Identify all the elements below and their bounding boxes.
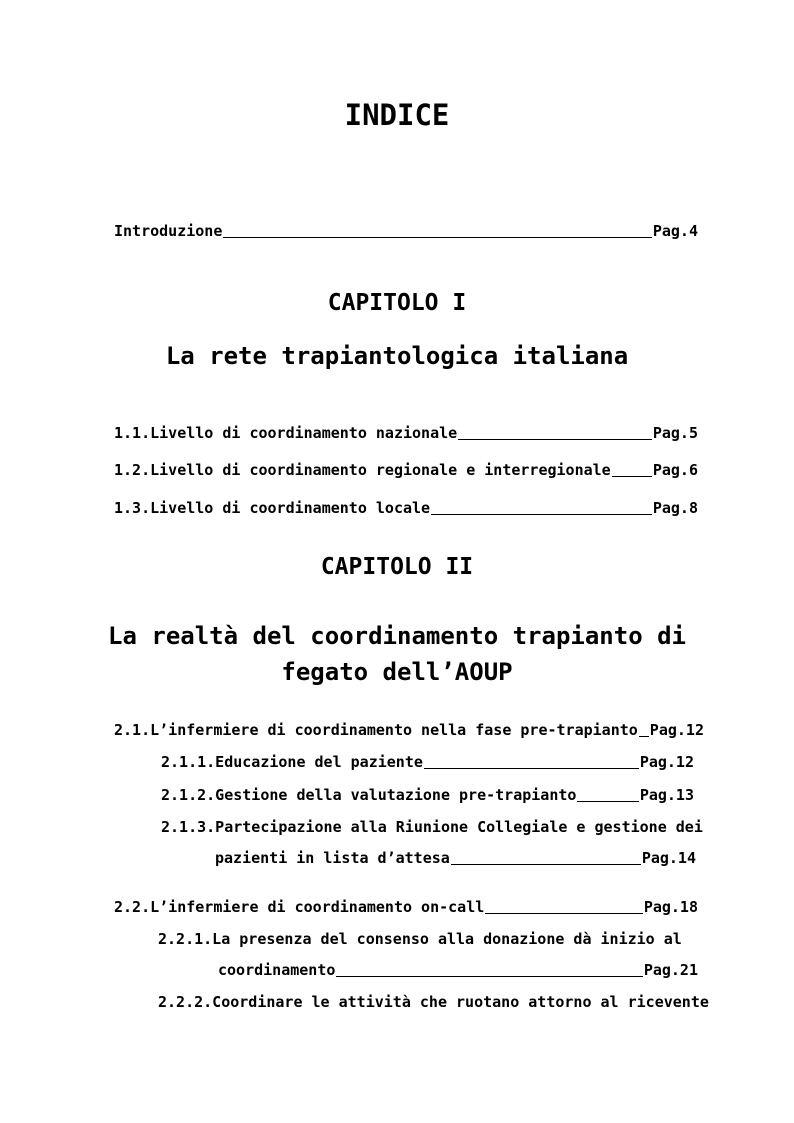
chapter-heading: CAPITOLO II bbox=[320, 554, 474, 580]
toc-leader bbox=[612, 476, 652, 477]
toc-entry-2-2-1[interactable] bbox=[218, 961, 698, 979]
toc-page: Pag.12 bbox=[649, 721, 704, 739]
toc-leader bbox=[336, 976, 642, 977]
toc-page: Pag.12 bbox=[639, 753, 694, 771]
toc-page: Pag.8 bbox=[652, 499, 698, 517]
toc-entry-2-2[interactable] bbox=[114, 898, 698, 916]
toc-entry-2-2-2-line1[interactable]: 2.2.2.Coordinare le attività che ruotano attorno al ricevente bbox=[158, 993, 709, 1011]
toc-label: 2.1.2.Gestione della valutazione pre-trapianto bbox=[161, 786, 577, 804]
toc-page: Pag.6 bbox=[652, 461, 698, 479]
toc-entry-1-3[interactable] bbox=[114, 499, 698, 517]
toc-label: 2.1.L’infermiere di coordinamento nella fase pre-trapianto bbox=[114, 721, 638, 739]
toc-label: 1.1.Livello di coordinamento nazionale bbox=[114, 424, 458, 442]
toc-entry-2-1-3[interactable] bbox=[215, 849, 696, 867]
toc-entry-2-1[interactable] bbox=[114, 721, 704, 739]
toc-leader bbox=[639, 736, 649, 737]
toc-label: Introduzione bbox=[114, 222, 223, 240]
chapter-heading: CAPITOLO I bbox=[327, 290, 467, 316]
toc-page: Pag.18 bbox=[643, 898, 698, 916]
toc-leader bbox=[451, 864, 641, 865]
toc-entry-1-1[interactable] bbox=[114, 424, 698, 442]
toc-entry-2-1-2[interactable] bbox=[161, 786, 694, 804]
chapter-subtitle-line2: fegato dell’AOUP bbox=[281, 658, 513, 686]
toc-page: Pag.4 bbox=[652, 222, 698, 240]
toc-leader bbox=[458, 439, 652, 440]
toc-leader bbox=[485, 913, 643, 914]
toc-label: 2.1.1.Educazione del paziente bbox=[161, 753, 423, 771]
toc-page: Pag.5 bbox=[652, 424, 698, 442]
toc-leader bbox=[431, 514, 652, 515]
toc-label: 1.3.Livello di coordinamento locale bbox=[114, 499, 431, 517]
toc-entry-2-1-1[interactable] bbox=[161, 753, 694, 771]
toc-entry-1-2[interactable] bbox=[114, 461, 698, 479]
toc-label: pazienti in lista d’attesa bbox=[215, 849, 450, 867]
toc-leader bbox=[424, 768, 639, 769]
chapter-subtitle-line1: La realtà del coordinamento trapianto di bbox=[108, 622, 686, 650]
toc-entry-2-2-1-line1[interactable]: 2.2.1.La presenza del consenso alla donazione dà inizio al bbox=[158, 930, 682, 948]
toc-label: 1.2.Livello di coordinamento regionale e interregionale bbox=[114, 461, 611, 479]
toc-entry-2-1-3-line1[interactable]: 2.1.3.Partecipazione alla Riunione Collegiale e gestione dei bbox=[161, 818, 703, 836]
toc-label: 2.2.L’infermiere di coordinamento on-call bbox=[114, 898, 485, 916]
toc-leader bbox=[223, 237, 651, 238]
toc-leader bbox=[577, 801, 638, 802]
chapter-subtitle: La rete trapiantologica italiana bbox=[165, 342, 629, 370]
page-title: INDICE bbox=[344, 98, 450, 132]
toc-page: Pag.21 bbox=[643, 961, 698, 979]
toc-label: coordinamento bbox=[218, 961, 336, 979]
toc-entry-introduzione[interactable] bbox=[114, 222, 698, 240]
toc-page: Pag.14 bbox=[641, 849, 696, 867]
toc-page: Pag.13 bbox=[639, 786, 694, 804]
